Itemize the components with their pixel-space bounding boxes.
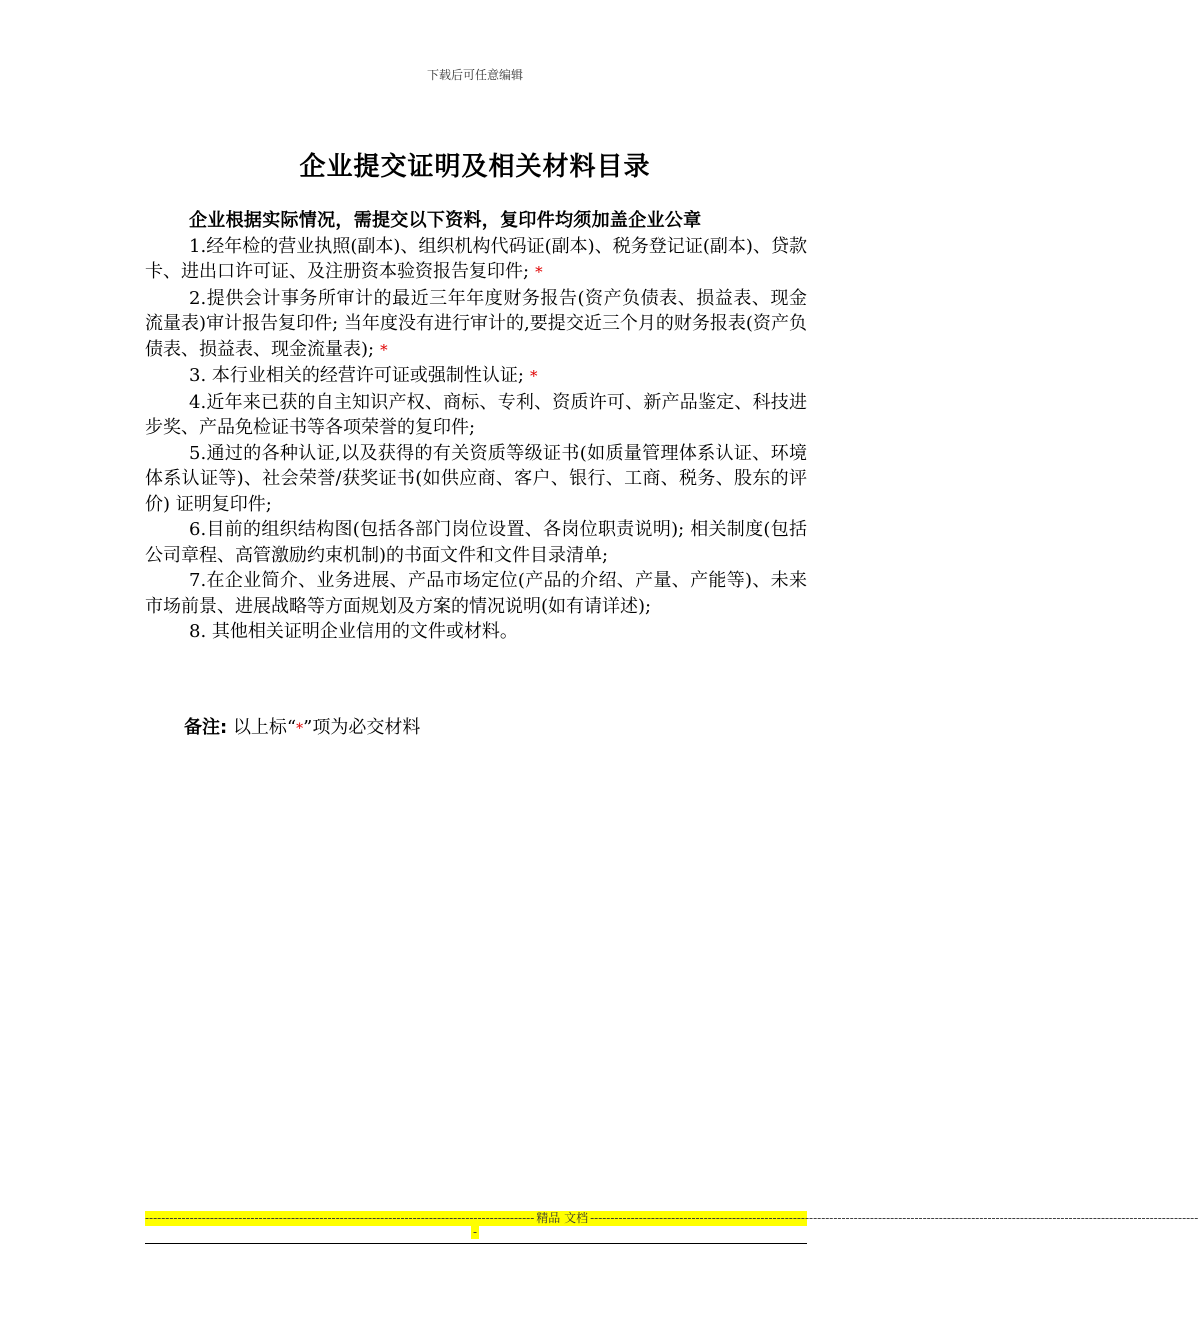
required-mark: * <box>529 367 538 385</box>
list-item: 1.经年检的营业执照(副本)、组织机构代码证(副本)、税务登记证(副本)、贷款卡、进出口许可证、及注册资本验资报告复印件; * <box>145 235 807 282</box>
remark-required-mark: * <box>296 721 304 737</box>
document-title: 企业提交证明及相关材料目录 <box>299 152 651 182</box>
list-item: 7.在企业简介、业务进展、产品市场定位(产品的介绍、产量、产能等)、未来市场前景、进展战略等方面规划及方案的情况说明(如有请详述); <box>145 570 807 617</box>
remark-label: 备注: <box>184 717 228 738</box>
remark-text-before: 以上标“ <box>232 717 297 738</box>
header-note: 下载后可任意编辑 <box>426 68 523 82</box>
footer-dashes-right: ------------------------------------------------------------------------------------------------------------------------------------------------------ <box>590 1211 1198 1225</box>
remark-note <box>184 713 420 739</box>
list-item: 3. 本行业相关的经营许可证或强制性认证; * <box>189 365 538 386</box>
footer-center-text: 精品 文档 <box>536 1211 589 1225</box>
remark-text-after: ”项为必交材料 <box>303 717 421 738</box>
list-item: 4.近年来已获的自主知识产权、商标、专利、资质许可、新产品鉴定、科技进步奖、产品免检证书等各项荣誉的复印件; <box>145 391 807 438</box>
footer-banner <box>145 1211 1198 1226</box>
list-item: 8. 其他相关证明企业信用的文件或材料。 <box>189 621 518 642</box>
footer-rule <box>145 1243 807 1244</box>
list-item: 5.通过的各种认证,以及获得的有关资质等级证书(如质量管理体系认证、环境体系认证等)、社会荣誉/获奖证书(如供应商、客户、银行、工商、税务、股东的评价) 证明复印件; <box>145 442 807 515</box>
required-mark: * <box>380 340 388 359</box>
list-item: 6.目前的组织结构图(包括各部门岗位设置、各岗位职责说明); 相关制度(包括公司章程、高管激励约束机制)的书面文件和文件目录清单; <box>145 519 807 566</box>
list-item: 2.提供会计事务所审计的最近三年年度财务报告(资产负债表、损益表、现金流量表)审计报告复印件; 当年度没有进行审计的,要提交近三个月的财务报表(资产负债表、损益表、现金流量表); * <box>145 287 807 360</box>
intro-text: 企业根据实际情况，需提交以下资料，复印件均须加盖企业公章 <box>189 210 702 231</box>
footer-dashes-left: ------------------------------------------------------------------------------------------------ <box>145 1211 535 1225</box>
item-list <box>145 234 807 645</box>
footer-trailing-dash: - <box>472 1225 478 1239</box>
document-body <box>145 208 807 645</box>
required-mark: * <box>535 263 543 281</box>
